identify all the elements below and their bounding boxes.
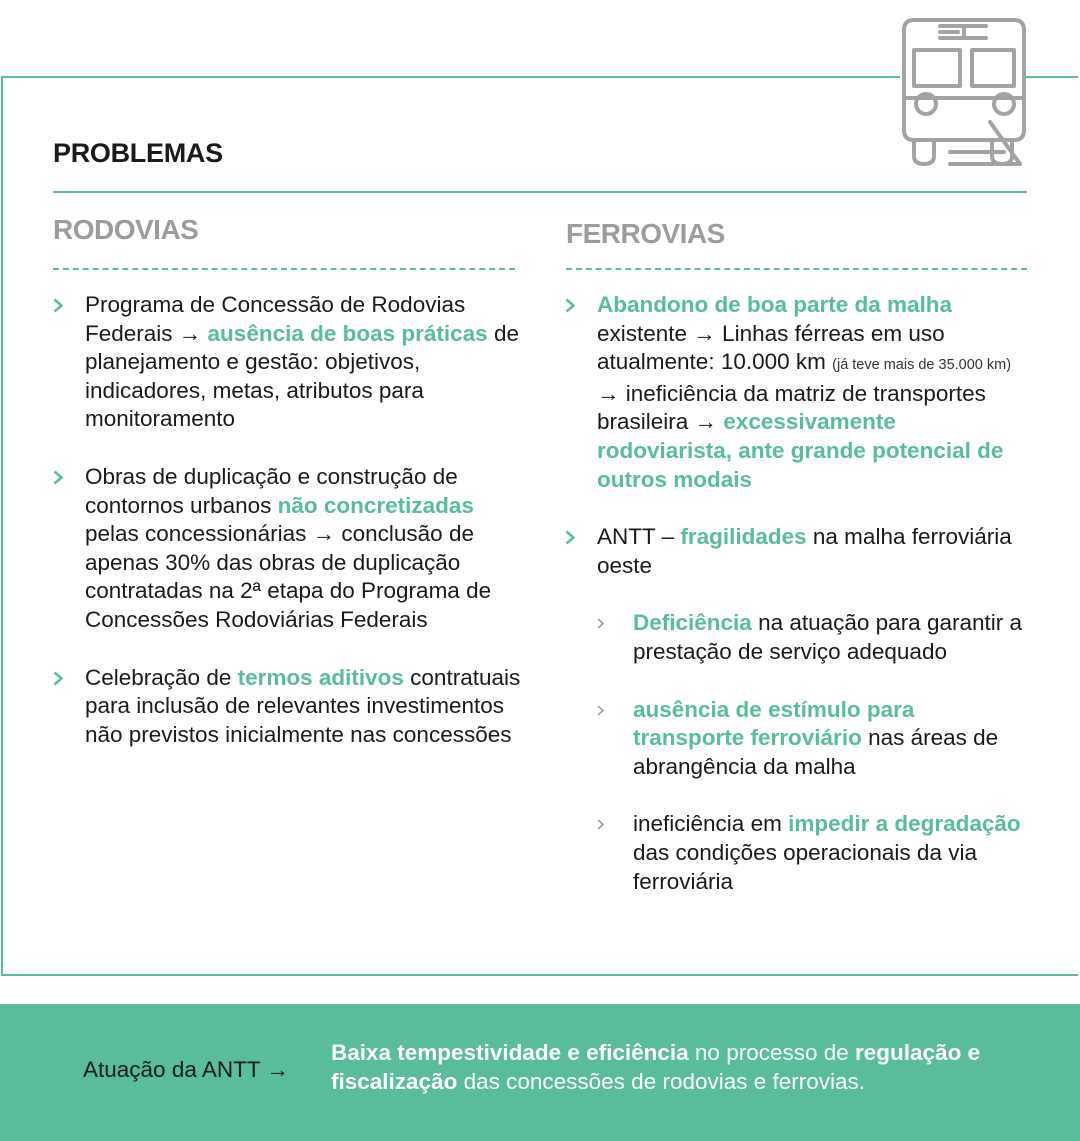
item-text: Programa de Concessão de Rodovias Federais → — [85, 292, 466, 346]
item-text: contratuais para inclusão de relevantes investimentos não previstos inicialmente nas concessões — [85, 664, 521, 747]
item-highlight: Deficiência — [633, 610, 752, 636]
ferrovias-list — [564, 291, 1024, 925]
chevron-right-icon — [565, 298, 575, 313]
train-icon — [900, 18, 1026, 166]
chevron-right-icon — [597, 819, 604, 830]
rodovias-divider — [53, 268, 515, 270]
list-item — [52, 463, 522, 635]
chevron-right-icon — [597, 705, 604, 716]
footer-banner — [0, 1004, 1080, 1141]
chevron-right-icon — [53, 470, 63, 485]
chevron-right-icon — [565, 530, 575, 545]
footer-summary — [331, 1039, 1031, 1096]
item-highlight: Abandono de boa parte da malha — [597, 292, 953, 317]
title-divider — [53, 191, 1027, 193]
item-text: Celebração de — [85, 664, 238, 690]
item-highlight: fragilidades — [680, 524, 807, 550]
footer-text: das concessões de rodovias e ferrovias. — [457, 1068, 866, 1094]
sub-list — [596, 609, 1024, 896]
sub-item — [596, 810, 1024, 896]
list-item — [564, 523, 1024, 580]
item-text: ANTT – — [597, 524, 681, 550]
ferrovias-heading: FERROVIAS — [566, 218, 725, 249]
item-highlight: impedir a degradação — [788, 811, 1021, 837]
item-note: (já teve mais de 35.000 km) — [832, 357, 1012, 374]
chevron-right-icon — [53, 671, 63, 686]
item-text: existente → Linhas férreas em uso atualmente: 10.000 km — [597, 320, 945, 375]
rodovias-list — [52, 291, 522, 778]
item-text: de planejamento e gestão: objetivos, indicadores, metas, atributos para monitoramento — [85, 320, 519, 432]
item-text: na malha ferroviária oeste — [597, 524, 1012, 578]
ferrovias-divider — [566, 268, 1027, 270]
item-text: das condições operacionais da via ferroviária — [633, 839, 977, 894]
item-highlight: termos aditivos — [237, 664, 404, 690]
item-text: na atuação para garantir a prestação de serviço adequado — [633, 610, 1022, 664]
page-title: PROBLEMAS — [53, 138, 223, 168]
item-highlight: ausência de boas práticas — [207, 320, 488, 346]
list-item — [52, 291, 522, 434]
footer-text: no processo de — [688, 1040, 856, 1065]
list-item — [52, 664, 522, 750]
item-text: pelas concessionárias → conclusão de apenas 30% das obras de duplicação contratadas na 2ª etapa do Programa de Concessões Rodoviárias Federais — [85, 521, 492, 632]
sub-item — [596, 609, 1024, 666]
footer-label: Atuação da ANTT → — [83, 1057, 289, 1082]
item-text: → ineficiência da matriz de transportes brasileira → — [597, 380, 986, 435]
chevron-right-icon — [53, 298, 63, 313]
list-item — [564, 291, 1024, 494]
item-text: Obras de duplicação e construção de contornos urbanos — [85, 463, 458, 518]
chevron-right-icon — [597, 618, 604, 629]
rodovias-heading: RODOVIAS — [53, 214, 199, 245]
item-text: nas áreas de abrangência da malha — [633, 725, 999, 779]
sub-item — [596, 696, 1024, 782]
footer-bold: regulação e fiscalização — [331, 1040, 981, 1094]
item-text: ineficiência em — [633, 811, 789, 837]
item-highlight: não concretizadas — [277, 492, 474, 518]
item-highlight: excessivamente rodoviarista, ante grande potencial de outros modais — [597, 409, 1004, 492]
item-highlight: ausência de estímulo para transporte ferroviário — [633, 696, 915, 751]
footer-bold: Baixa tempestividade e eficiência — [331, 1040, 689, 1065]
